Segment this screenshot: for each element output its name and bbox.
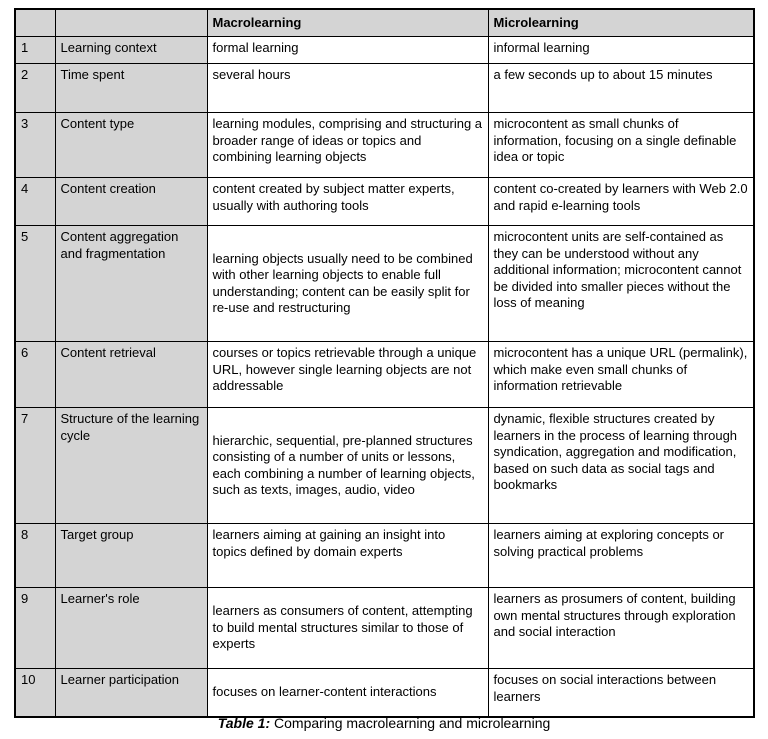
table-row	[15, 588, 754, 669]
row-label: Structure of the learning cycle	[55, 408, 207, 524]
table-row	[15, 113, 754, 178]
row-macrolearning-cell: learning objects usually need to be combined with other learning objects to enable full understanding; content can be easily split for re-use and restructuring	[207, 226, 488, 342]
row-macrolearning-cell: hierarchic, sequential, pre-planned structures consisting of a number of units or lessons, each combining a number of learning objects, such as texts, images, audio, video	[207, 408, 488, 524]
row-microlearning-cell: a few seconds up to about 15 minutes	[488, 64, 754, 113]
row-macrolearning-cell: several hours	[207, 64, 488, 113]
row-label: Content retrieval	[55, 342, 207, 408]
table-caption	[0, 714, 768, 732]
row-microlearning-cell: learners aiming at exploring concepts or solving practical problems	[488, 524, 754, 588]
row-microlearning-cell: dynamic, flexible structures created by learners in the process of learning through syndication, aggregation and modification, based on such data as social tags and bookmarks	[488, 408, 754, 524]
comparison-table	[14, 8, 755, 718]
table-row	[15, 178, 754, 226]
row-macrolearning-cell: learners as consumers of content, attempting to build mental structures similar to those of experts	[207, 588, 488, 669]
table-header-row	[15, 9, 754, 37]
table-row	[15, 524, 754, 588]
header-cell-number	[15, 9, 55, 37]
row-microlearning-cell: informal learning	[488, 37, 754, 64]
table-row	[15, 408, 754, 524]
row-number: 1	[15, 37, 55, 64]
row-microlearning-cell: learners as prosumers of content, building own mental structures through exploration and social interaction	[488, 588, 754, 669]
table-row	[15, 64, 754, 113]
row-label: Learner's role	[55, 588, 207, 669]
row-label: Content creation	[55, 178, 207, 226]
comparison-table-container	[14, 8, 753, 718]
row-label: Time spent	[55, 64, 207, 113]
row-number: 7	[15, 408, 55, 524]
row-microlearning-cell: microcontent as small chunks of information, focusing on a single definable idea or topic	[488, 113, 754, 178]
table-row	[15, 226, 754, 342]
row-number: 6	[15, 342, 55, 408]
row-macrolearning-cell: content created by subject matter experts, usually with authoring tools	[207, 178, 488, 226]
row-microlearning-cell: microcontent has a unique URL (permalink), which make even small chunks of information retrievable	[488, 342, 754, 408]
row-macrolearning-cell: formal learning	[207, 37, 488, 64]
caption-label: Table 1:	[217, 715, 271, 731]
row-number: 3	[15, 113, 55, 178]
caption-text: Comparing macrolearning and microlearning	[270, 715, 551, 731]
table-row	[15, 342, 754, 408]
row-number: 10	[15, 669, 55, 718]
header-cell-dimension	[55, 9, 207, 37]
header-cell-microlearning: Microlearning	[488, 9, 754, 37]
row-label: Learner participation	[55, 669, 207, 718]
header-cell-macrolearning: Macrolearning	[207, 9, 488, 37]
row-label: Content type	[55, 113, 207, 178]
row-number: 8	[15, 524, 55, 588]
row-number: 9	[15, 588, 55, 669]
row-microlearning-cell: content co-created by learners with Web 2.0 and rapid e-learning tools	[488, 178, 754, 226]
row-microlearning-cell: focuses on social interactions between learners	[488, 669, 754, 718]
table-body	[15, 9, 754, 717]
row-number: 2	[15, 64, 55, 113]
row-macrolearning-cell: learning modules, comprising and structuring a broader range of ideas or topics and combining learning objects	[207, 113, 488, 178]
row-label: Learning context	[55, 37, 207, 64]
row-microlearning-cell: microcontent units are self-contained as they can be understood without any additional information; microcontent cannot be divided into smaller pieces without the loss of meaning	[488, 226, 754, 342]
table-row	[15, 37, 754, 64]
table-row	[15, 669, 754, 718]
row-label: Target group	[55, 524, 207, 588]
row-macrolearning-cell: focuses on learner-content interactions	[207, 669, 488, 718]
row-number: 5	[15, 226, 55, 342]
row-label: Content aggregation and fragmentation	[55, 226, 207, 342]
row-macrolearning-cell: courses or topics retrievable through a unique URL, however single learning objects are not addressable	[207, 342, 488, 408]
row-macrolearning-cell: learners aiming at gaining an insight into topics defined by domain experts	[207, 524, 488, 588]
row-number: 4	[15, 178, 55, 226]
